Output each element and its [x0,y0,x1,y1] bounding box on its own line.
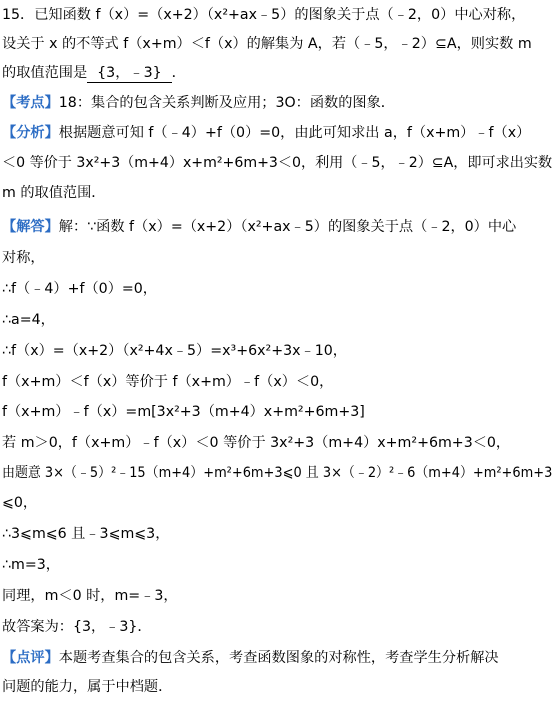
jieda-line-13: 同理，m＜0 时，m=﹣3， [2,588,178,604]
jieda-line-7: f（x+m）﹣f（x）=m[3x²+3（m+4）x+m²+6m+3] [2,404,365,420]
dianping-tag: 【点评】 [2,650,59,666]
jieda-line-14: 故答案为：{3，﹣3}． [2,619,152,635]
jieda-line-8: 若 m＞0，f（x+m）﹣f（x）＜0 等价于 3x²+3（m+4）x+m²+6m+3＜0， [2,435,511,451]
jieda-line-2: 对称， [2,250,45,266]
jieda-text-1: 解：∵函数 f（x）=（x+2）（x²+ax﹣5）的图象关于点（﹣2，0）中心 [58,219,517,235]
question-line-3 [2,62,186,84]
dianping-text-1: 本题考查集合的包含关系，考查函数图象的对称性，考查学生分析解决 [58,650,499,666]
jieda-line-6: f（x+m）＜f（x）等价于 f（x+m）﹣f（x）＜0， [2,374,334,390]
answer-blank: {3，﹣3} [87,64,171,83]
jieda-line-5: ∴f（x）=（x+2）（x²+4x﹣5）=x³+6x²+3x﹣10， [2,343,347,359]
question-line-3-end: ． [171,65,186,81]
fenxi-line-2: ＜0 等价于 3x²+3（m+4）x+m²+6m+3＜0，利用（﹣5，﹣2）⊆A，即可求出实数 [2,155,553,171]
jieda-tag: 【解答】 [2,219,59,235]
jieda-line-9: 由题意 3×（﹣5）²﹣15（m+4）+m²+6m+3⩽0 且 3×（﹣2）²﹣6（m+4）+m²+6m+3 [2,465,553,481]
jieda-line-3: ∴f（﹣4）+f（0）=0， [2,281,157,297]
fenxi-line-3: m 的取值范围． [2,185,106,201]
fenxi-text-1: 根据题意可知 f（﹣4）+f（0）=0，由此可知求出 a，f（x+m）﹣f（x） [58,125,531,141]
dianping-line-2: 问题的能力，属于中档题． [2,679,173,695]
question-line-2: 设关于 x 的不等式 f（x+m）＜f（x）的解集为 A，若（﹣5，﹣2）⊆A，则实数 m [2,36,532,52]
fenxi-tag: 【分析】 [2,125,59,141]
kaodian-tag: 【考点】 [2,95,59,111]
jieda-line-12: ∴m=3， [2,557,60,573]
fenxi-line-1 [2,122,530,144]
kaodian-text: 18：集合的包含关系判断及应用；3O：函数的图象． [58,95,395,111]
solution-page [2,0,552,701]
kaodian-line [2,92,395,114]
jieda-line-11: ∴3⩽m⩽6 且﹣3⩽m⩽3， [2,526,170,542]
question-line-1: 15．已知函数 f（x）=（x+2）（x²+ax﹣5）的图象关于点（﹣2，0）中心对称， [2,7,526,23]
dianping-line-1 [2,647,499,669]
jieda-line-4: ∴a=4， [2,312,55,328]
jieda-line-1 [2,216,516,238]
jieda-line-10: ⩽0， [2,495,38,511]
question-line-3-text: 的取值范围是 [2,65,88,81]
